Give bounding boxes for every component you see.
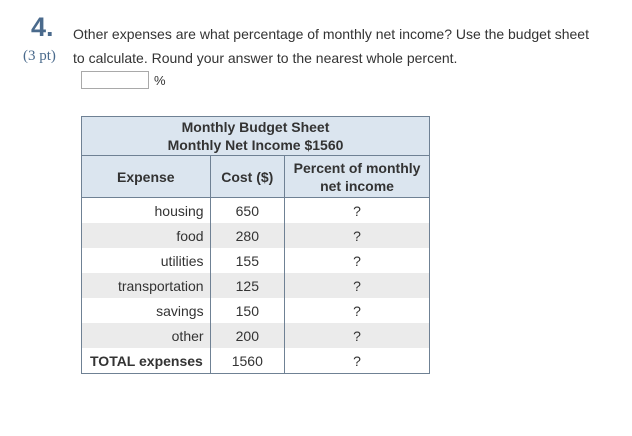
table-title-line2: Monthly Net Income $1560 <box>167 137 344 153</box>
table-row <box>82 323 430 348</box>
row-expense: utilities <box>82 248 211 273</box>
table-title-line1: Monthly Budget Sheet <box>181 119 330 135</box>
row-percent: ? <box>285 298 430 323</box>
budget-table <box>81 116 430 374</box>
row-cost: 125 <box>210 273 284 298</box>
table-total-row <box>82 348 430 374</box>
header-percent-line2: net income <box>320 177 394 194</box>
row-percent: ? <box>285 248 430 273</box>
row-cost: 280 <box>210 223 284 248</box>
row-expense: transportation <box>82 273 211 298</box>
row-expense: savings <box>82 298 211 323</box>
header-percent-line1: Percent of monthly <box>293 159 421 176</box>
row-cost: 155 <box>210 248 284 273</box>
row-cost: 200 <box>210 323 284 348</box>
row-percent: ? <box>285 273 430 298</box>
answer-input[interactable] <box>81 71 149 89</box>
table-row <box>82 298 430 323</box>
table-row <box>82 273 430 298</box>
header-cost: Cost ($) <box>210 156 284 198</box>
row-percent: ? <box>285 198 430 224</box>
table-row <box>82 248 430 273</box>
percent-unit-label: % <box>154 73 166 88</box>
row-percent: ? <box>285 223 430 248</box>
table-row <box>82 198 430 224</box>
row-cost: 150 <box>210 298 284 323</box>
question-text: Other expenses are what percentage of monthly net income? Use the budget sheet to calculate. Round your answer to the nearest whole percent. <box>73 26 589 66</box>
total-expense-label: TOTAL expenses <box>82 348 211 374</box>
table-title <box>82 117 430 156</box>
row-percent: ? <box>285 323 430 348</box>
table-row <box>82 223 430 248</box>
row-expense: housing <box>82 198 211 224</box>
question-points: (3 pt) <box>23 48 56 64</box>
header-percent <box>285 156 430 198</box>
header-expense: Expense <box>82 156 211 198</box>
row-expense: food <box>82 223 211 248</box>
row-cost: 650 <box>210 198 284 224</box>
total-cost: 1560 <box>210 348 284 374</box>
question-number: 4. <box>31 12 54 42</box>
row-expense: other <box>82 323 211 348</box>
total-percent: ? <box>285 348 430 374</box>
